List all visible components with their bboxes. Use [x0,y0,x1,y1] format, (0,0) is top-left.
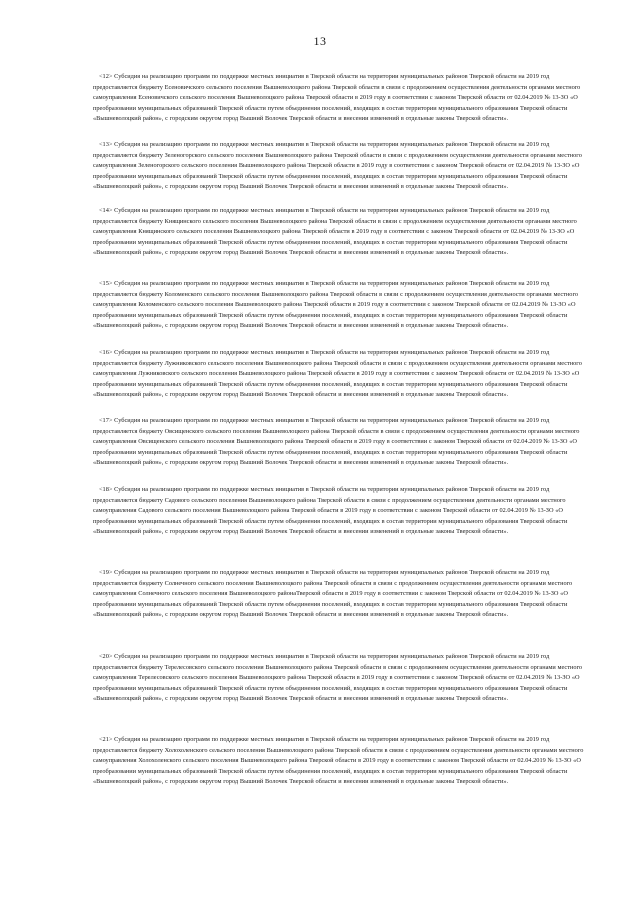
footnote-15: <15> Субсидия на реализацию программ по поддержке местных инициатив в Тверской области на территории муниципальных районов Тверской области на 2019 год предоставляется бюджету Коломенского сельского поселения Вышневолоцкого района Тверской области в связи с продолжением осуществления деятельности органами местного самоуправления Коломенского сельского поселения Вышневолоцкого района Тверской области в 2019 году в соответствии с законом Тверской области от 02.04.2019 № 13-ЗО «О преобразовании муниципальных образований Тверской области путем объединения поселений, входящих в состав территории муниципального образования Тверской области «Вышневолоцкий район», с городским округом город Вышний Волочек Тверской области и внесении изменений в отдельные законы Тверской области». [93,280,579,329]
footnote-17: <17> Субсидия на реализацию программ по поддержке местных инициатив в Тверской области на территории муниципальных районов Тверской области на 2019 год предоставляется бюджету Овсищенского сельского поселения Вышневолоцкого района Тверской области в связи с продолжением осуществления деятельности органами местного самоуправления Овсищенского сельского поселения Вышневолоцкого района Тверской области в 2019 году в соответствии с законом Тверской области от 02.04.2019 № 13-ЗО «О преобразовании муниципальных образований Тверской области путем объединения поселений, входящих в состав территории муниципального образования Тверской области «Вышневолоцкий район», с городским округом город Вышний Волочек Тверской области и внесении изменений в отдельные законы Тверской области». [93,417,580,466]
footnote-21: <21> Субсидия на реализацию программ по поддержке местных инициатив в Тверской области на территории муниципальных районов Тверской области на 2019 год предоставляется бюджету Холохоленского сельского поселения Вышневолоцкого района Тверской области в связи с продолжением осуществления деятельности органами местного самоуправления Холохоленского сельского поселения Вышневолоцкого района Тверской области в 2019 году в соответствии с законом Тверской области от 02.04.2019 № 13-ЗО «О преобразовании муниципальных образований Тверской области путем объединения поселений, входящих в состав территории муниципального образования Тверской области «Вышневолоцкий район», с городским округом город Вышний Волочек Тверской области и внесении изменений в отдельные законы Тверской области». [93,736,584,785]
footnote-20: <20> Субсидия на реализацию программ по поддержке местных инициатив в Тверской области на территории муниципальных районов Тверской области на 2019 год предоставляется бюджету Терелесовского сельского поселения Вышневолоцкого района Тверской области в связи с продолжением осуществления деятельности органами местного самоуправления Терелесовского сельского поселения Вышневолоцкого района Тверской области в 2019 году в соответствии с законом Тверской области от 02.04.2019 № 13-ЗО «О преобразовании муниципальных образований Тверской области путем объединения поселений, входящих в состав территории муниципального образования Тверской области «Вышневолоцкий район», с городским округом город Вышний Волочек Тверской области и внесении изменений в отдельные законы Тверской области». [93,653,583,702]
page-number: 13 [313,34,327,48]
footnote-12: <12> Субсидия на реализацию программ по поддержке местных инициатив в Тверской области на территории муниципальных районов Тверской области на 2019 год предоставляется бюджету Есеновичского сельского поселения Вышневолоцкого района Тверской области в связи с продолжением осуществления деятельности органами местного самоуправления Есеновичского сельского поселения Вышневолоцкого района Тверской области в 2019 году в соответствии с законом Тверской области от 02.04.2019 № 13-ЗО «О преобразовании муниципальных образований Тверской области путем объединения поселений, входящих в состав территории муниципального образования Тверской области «Вышневолоцкий район», с городским округом город Вышний Волочек Тверской области и внесении изменений в отдельные законы Тверской области». [93,73,581,122]
footnote-13: <13> Субсидия на реализацию программ по поддержке местных инициатив в Тверской области на территории муниципальных районов Тверской области на 2019 год предоставляется бюджету Зеленогорского сельского поселения Вышневолоцкого района Тверской области в связи с продолжением осуществления деятельности органами местного самоуправления Зеленогорского сельского поселения Вышневолоцкого района Тверской области в 2019 году в соответствии с законом Тверской области от 02.04.2019 № 13-ЗО «О преобразовании муниципальных образований Тверской области путем объединения поселений, входящих в состав территории муниципального образования Тверской области «Вышневолоцкий район», с городским округом город Вышний Волочек Тверской области и внесении изменений в отдельные законы Тверской области». [93,141,582,190]
footnote-19: <19> Субсидия на реализацию программ по поддержке местных инициатив в Тверской области на территории муниципальных районов Тверской области на 2019 год предоставляется бюджету Солнечного сельского поселения Вышневолоцкого района Тверской области в связи с продолжением осуществления деятельности органами местного самоуправления Солнечного сельского поселения Вышневолоцкого районаТверской области в 2019 году в соответствии с законом Тверской области от 02.04.2019 № 13-ЗО «О преобразовании муниципальных образований Тверской области путем объединения поселений, входящих в состав территории муниципального образования Тверской области «Вышневолоцкий район», с городским округом город Вышний Волочек Тверской области и внесении изменений в отдельные законы Тверской области». [93,569,573,618]
footnote-16: <16> Субсидия на реализацию программ по поддержке местных инициатив в Тверской области на территории муниципальных районов Тверской области на 2019 год предоставляется бюджету Лужниковского сельского поселения Вышневолоцкого района Тверской области в связи с продолжением осуществления деятельности органами местного самоуправления Лужниковского сельского поселения Вышневолоцкого района Тверской области в 2019 году в соответствии с законом Тверской области от 02.04.2019 № 13-ЗО «О преобразовании муниципальных образований Тверской области путем объединения поселений, входящих в состав территории муниципального образования Тверской области «Вышневолоцкий район», с городским округом город Вышний Волочек Тверской области и внесении изменений в отдельные законы Тверской области». [93,349,582,398]
footnote-18: <18> Субсидия на реализацию программ по поддержке местных инициатив в Тверской области на территории муниципальных районов Тверской области на 2019 год предоставляется бюджету Садового сельского поселения Вышневолоцкого района Тверской области в связи с продолжением осуществления деятельности органами местного самоуправления Садового сельского поселения Вышневолоцкого района Тверской области в 2019 году в соответствии с законом Тверской области от 02.04.2019 № 13-ЗО «О преобразовании муниципальных образований Тверской области путем объединения поселений, входящих в состав территории муниципального образования Тверской области «Вышневолоцкий район», с городским округом город Вышний Волочек Тверской области и внесении изменений в отдельные законы Тверской области». [93,486,568,535]
footnote-14: <14> Субсидия на реализацию программ по поддержке местных инициатив в Тверской области на территории муниципальных районов Тверской области на 2019 год предоставляется бюджету Княщинского сельского поселения Вышневолоцкого района Тверской области в связи с продолжением осуществления деятельности органами местного самоуправления Княщинского сельского поселения Вышневолоцкого района Тверской области в 2019 году в соответствии с законом Тверской области от 02.04.2019 № 13-ЗО «О преобразовании муниципальных образований Тверской области путем объединения поселений, входящих в состав территории муниципального образования Тверской области «Вышневолоцкий район», с городским округом город Вышний Волочек Тверской области и внесении изменений в отдельные законы Тверской области». [93,207,577,256]
